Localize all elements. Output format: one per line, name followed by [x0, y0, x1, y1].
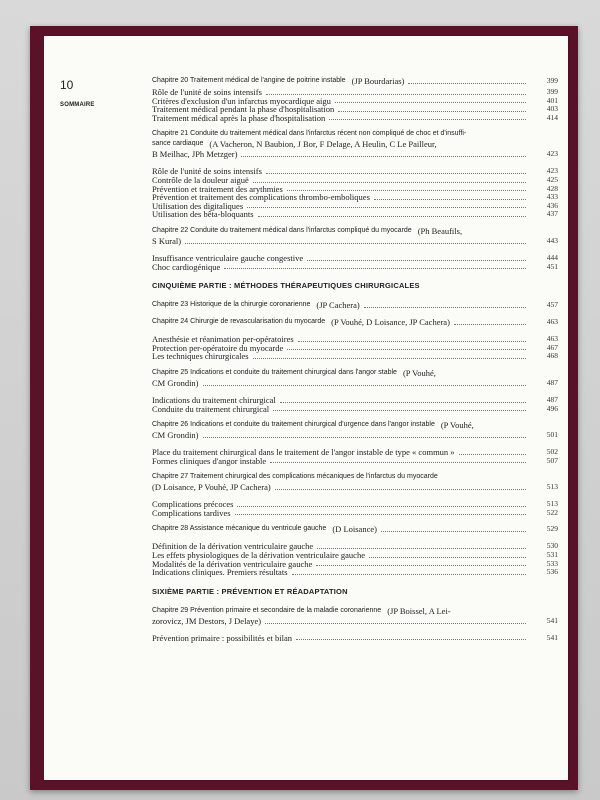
part-5-heading: CINQUIÈME PARTIE : MÉTHODES THÉRAPEUTIQUES CHIRURGICALES [152, 281, 420, 291]
chapter-heading [152, 226, 558, 236]
toc-entry: Utilisation des digitaliques 436 [152, 200, 558, 211]
toc-entry: Place du traitement chirurgical dans le traitement de l'angor instable de type « commun » 502 [152, 447, 558, 458]
chapter-author-cont: CM Grondin) [152, 430, 199, 441]
part-6-heading: SIXIÈME PARTIE : PRÉVENTION ET RÉADAPTATION [152, 586, 348, 596]
toc-entry: Indications cliniques. Premiers résultats 536 [152, 567, 558, 578]
chapter-page: 443 [546, 235, 558, 245]
toc-entry: Anesthésie et réanimation per-opératoires 463 [152, 334, 558, 345]
chapter-author: (Ph Beaufils, [417, 225, 463, 236]
chapter-24 [152, 317, 558, 361]
leader-dots [381, 531, 526, 532]
chapter-page: 501 [546, 430, 558, 440]
chapter-author: (JP Cachera) [316, 300, 360, 311]
toc-entry: Les techniques chirurgicales 468 [152, 351, 558, 362]
chapter-25 [152, 368, 558, 413]
chapter-title: Chapitre 21 Conduite du traitement médical dans l'infarctus récent non compliqué de choc et d'insuffi- [152, 130, 467, 138]
chapter-27 [152, 472, 558, 517]
chapter-heading [152, 300, 558, 310]
table-of-contents [152, 76, 558, 649]
chapter-page: 487 [546, 377, 558, 387]
toc-entry: Choc cardiogénique 451 [152, 261, 558, 272]
toc-entry: Critères d'exclusion d'un infarctus myocardique aigu 401 [152, 95, 558, 106]
chapter-page: 541 [546, 615, 558, 625]
toc-entry: Rôle de l'unité de soins intensifs 399 [152, 87, 558, 97]
toc-entry: Les effets physiologiques de la dérivation ventriculaire gauche 531 [152, 550, 558, 561]
chapter-author: (P Vouhé, D Loisance, JP Cachera) [331, 317, 450, 328]
chapter-author-cont: S Kural) [152, 235, 182, 246]
leader-dots [203, 437, 526, 438]
chapter-title: Chapitre 28 Assistance mécanique du ventricule gauche [152, 525, 327, 533]
leader-dots [408, 83, 526, 84]
chapter-author: (D Loisance, P Vouhé, JP Cachera) [152, 482, 271, 493]
leader-dots [275, 489, 526, 490]
chapter-28 [152, 524, 558, 576]
book-page [44, 36, 568, 780]
leader-dots [265, 623, 526, 624]
chapter-author: (JP Bourdarias) [351, 76, 405, 86]
chapter-author: (D Loisance) [332, 524, 377, 535]
chapter-23 [152, 300, 558, 310]
chapter-page: 457 [546, 300, 558, 310]
chapter-title: Chapitre 20 Traitement médical de l'angine de poitrine instable [152, 77, 346, 84]
toc-entry: Traitement médical pendant la phase d'hospitalisation 403 [152, 104, 558, 115]
chapter-heading [152, 129, 558, 139]
chapter-heading [152, 76, 558, 86]
chapter-author-cont: CM Grondin) [152, 377, 199, 388]
chapter-author: (A Vacheron, N Baubion, J Bor, F Delage, A Heulin, C Le Pailleur, [209, 139, 437, 150]
leader-dots [454, 324, 526, 325]
chapter-29 [152, 606, 558, 643]
chapter-page: 399 [546, 76, 558, 85]
chapter-heading [152, 317, 558, 327]
toc-entry: Utilisation des bêta-bloquants 437 [152, 209, 558, 220]
chapter-title: Chapitre 23 Historique de la chirurgie coronarienne [152, 301, 311, 309]
toc-entry: Conduite du traitement chirurgical 496 [152, 403, 558, 414]
chapter-author: (P Vouhé, [440, 420, 474, 431]
toc-entry: Rôle de l'unité de soins intensifs 423 [152, 166, 558, 177]
chapter-heading [152, 524, 558, 534]
chapter-author: (P Vouhé, [402, 367, 436, 378]
leader-dots [203, 385, 526, 386]
chapter-20 [152, 76, 558, 122]
chapter-21 [152, 129, 558, 219]
chapter-title: Chapitre 26 Indications et conduite du traitement chirurgical d'urgence dans l'angor instable [152, 421, 435, 429]
toc-entry: Prévention et traitement des complications thrombo-emboliques 433 [152, 192, 558, 203]
toc-entry: Prévention primaire : possibilités et bilan 541 [152, 632, 558, 643]
chapter-title: Chapitre 27 Traitement chirurgical des complications mécaniques de l'infarctus du myocarde [152, 473, 438, 481]
page-number: 10 [60, 78, 74, 92]
chapter-title: Chapitre 29 Prévention primaire et secondaire de la maladie coronarienne [152, 606, 382, 614]
toc-entry: Complications précoces 513 [152, 499, 558, 510]
chapter-title: Chapitre 22 Conduite du traitement médical dans l'infarctus compliqué du myocarde [152, 226, 412, 234]
toc-entry: Contrôle de la douleur aiguë 425 [152, 174, 558, 185]
chapter-title: Chapitre 25 Indications et conduite du traitement chirurgical dans l'angor stable [152, 368, 397, 376]
toc-entry: Prévention et traitement des arythmies 428 [152, 183, 558, 194]
chapter-author: (JP Boissel, A Lei- [387, 605, 451, 616]
chapter-author-cont: zorovicz, JM Destors, J Delaye) [152, 615, 262, 626]
chapter-title-cont: sance cardiaque [152, 140, 204, 148]
leader-dots [185, 243, 526, 244]
toc-entry: Complications tardives 522 [152, 507, 558, 518]
chapter-22 [152, 226, 558, 271]
chapter-heading [152, 420, 558, 430]
chapter-26 [152, 420, 558, 465]
leader-dots [241, 156, 526, 157]
toc-entry: Définition de la dérivation ventriculaire gauche 530 [152, 541, 558, 552]
chapter-heading [152, 368, 558, 378]
chapter-page: 423 [546, 149, 558, 159]
chapter-title: Chapitre 24 Chirurgie de revascularisation du myocarde [152, 318, 326, 326]
toc-entry: Traitement médical après la phase d'hospitalisation 414 [152, 112, 558, 123]
toc-entry: Modalités de la dérivation ventriculaire gauche 533 [152, 558, 558, 569]
chapter-heading [152, 606, 558, 616]
toc-entry: Insuffisance ventriculaire gauche congestive 444 [152, 252, 558, 263]
toc-entry: Protection per-opératoire du myocarde 467 [152, 342, 558, 353]
chapter-page: 463 [546, 317, 558, 327]
toc-entry: Formes cliniques d'angor instable 507 [152, 455, 558, 466]
chapter-heading [152, 472, 558, 482]
toc-entry: Indications du traitement chirurgical 487 [152, 394, 558, 405]
chapter-author-cont: B Meilhac, JPh Metzger) [152, 149, 238, 160]
chapter-page: 529 [546, 524, 558, 534]
section-label: SOMMAIRE [60, 102, 95, 108]
chapter-page: 513 [546, 482, 558, 492]
leader-dots [364, 307, 526, 308]
